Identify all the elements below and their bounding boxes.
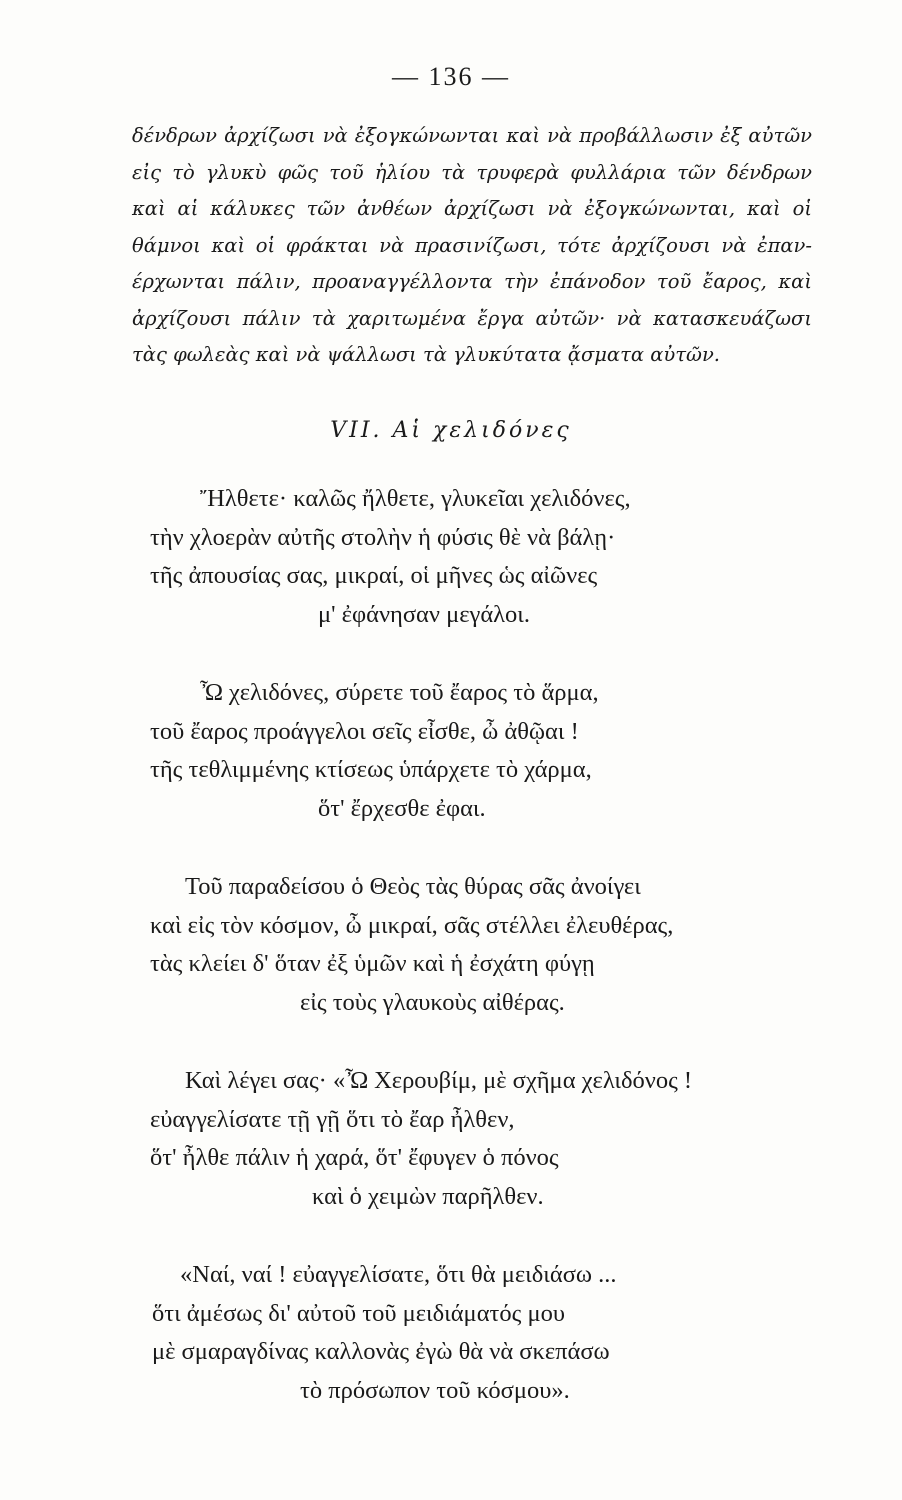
verse-text: ὅτ' ἔρχεσθε ἐφαι. [318, 794, 486, 822]
stanza [0, 1256, 902, 1410]
verse-line [0, 945, 902, 984]
verse-line [0, 1333, 902, 1372]
page-number: — 136 — [392, 62, 510, 91]
verse-text: εὐαγγελίσατε τῇ γῇ ὅτι τὸ ἔαρ ἦλθεν, [150, 1105, 515, 1133]
verse-text: ὅτι ἀμέσως δι' αὐτοῦ τοῦ μειδιάματός μου [152, 1299, 565, 1327]
prose-line: καὶ αἱ κάλυκες τῶν ἀνθέων ἀρχίζωσι νὰ ἐξογκώνωνται, καὶ οἱ [132, 197, 812, 220]
verse-line [0, 1062, 902, 1101]
verse-line [0, 596, 902, 635]
verse-line [0, 1178, 902, 1217]
verse-text: τὴν χλοερὰν αὐτῆς στολὴν ἡ φύσις θὲ νὰ βάλῃ· [150, 523, 616, 551]
verse-text: Τοῦ παραδείσου ὁ Θεὸς τὰς θύρας σᾶς ἀνοίγει [185, 873, 641, 900]
section-heading: VII. Αἱ χελιδόνες [330, 418, 572, 443]
verse-text: ὅτ' ἦλθε πάλιν ἡ χαρά, ὅτ' ἔφυγεν ὁ πόνος [150, 1144, 559, 1171]
verse-line [0, 519, 902, 558]
verse-line [0, 751, 902, 790]
verse-line [0, 713, 902, 752]
verse-text: «Ναί, ναί ! εὐαγγελίσατε, ὅτι θὰ μειδιάσω ... [180, 1261, 617, 1288]
prose-line: έρχωνται πάλιν, προαναγγέλλοντα τὴν ἐπάνοδον τοῦ ἔαρος, καὶ [132, 270, 812, 293]
prose-line: δένδρων ἀρχίζωσι νὰ ἐξογκώνωνται καὶ νὰ προβάλλωσιν ἐξ αὐτῶν [132, 124, 812, 147]
verse-text: Ἤλθετε· καλῶς ἤλθετε, γλυκεῖαι χελιδόνες, [200, 485, 631, 512]
stanza [0, 1062, 902, 1216]
prose-line: θάμνοι καὶ οἱ φράκται νὰ πρασινίζωσι, τότε ἀρχίζουσι νὰ ἐπαν- [132, 233, 812, 257]
verse-text: τὰς κλείει δ' ὅταν ἐξ ὑμῶν καὶ ἡ ἐσχάτη φύγῃ [150, 950, 595, 977]
verse-text: καὶ εἰς τὸν κόσμον, ὦ μικραί, σᾶς στέλλει ἐλευθέρας, [150, 911, 674, 939]
verse-text: τῆς τεθλιμμένης κτίσεως ὑπάρχετε τὸ χάρμα, [150, 756, 592, 783]
verse-line [0, 674, 902, 713]
verse-line [0, 557, 902, 596]
verse-line [0, 1139, 902, 1178]
stanza [0, 674, 902, 828]
verse-line [0, 1101, 902, 1140]
verse-line [0, 868, 902, 907]
prose-line: ἀρχίζουσι πάλιν τὰ χαριτωμένα ἔργα αὐτῶν· νὰ κατασκευάζωσι [132, 306, 812, 330]
verse-text: τῆς ἀπουσίας σας, μικραί, οἱ μῆνες ὡς αἰῶνες [150, 562, 598, 589]
verse-text: τὸ πρόσωπον τοῦ κόσμου». [300, 1376, 570, 1404]
verse-text: Καὶ λέγει σας· «Ὦ Χερουβίμ, μὲ σχῆμα χελιδόνος ! [185, 1067, 693, 1094]
poem [0, 480, 902, 1450]
verse-text: Ὦ χελιδόνες, σύρετε τοῦ ἔαρος τὸ ἅρμα, [200, 679, 599, 706]
prose-line: εἰς τὸ γλυκὺ φῶς τοῦ ἡλίου τὰ τρυφερὰ φυλλάρια τῶν δένδρων [132, 160, 812, 184]
prose-line: τὰς φωλεὰς καὶ νὰ ψάλλωσι τὰ γλυκύτατα ᾄσματα αὐτῶν. [132, 343, 721, 366]
verse-text: μ' ἐφάνησαν μεγάλοι. [318, 600, 531, 628]
verse-text: εἰς τοὺς γλαυκοὺς αἰθέρας. [300, 988, 565, 1016]
verse-line [0, 790, 902, 829]
verse-text: μὲ σμαραγδίνας καλλονὰς ἐγὼ θὰ νὰ σκεπάσω [152, 1338, 610, 1365]
verse-text: καὶ ὁ χειμὼν παρῆλθεν. [312, 1182, 544, 1210]
verse-line [0, 1372, 902, 1411]
stanza [0, 868, 902, 1022]
verse-line [0, 1295, 902, 1334]
verse-line [0, 907, 902, 946]
verse-line [0, 480, 902, 519]
prose-paragraph [132, 118, 812, 374]
stanza [0, 480, 902, 634]
verse-text: τοῦ ἔαρος προάγγελοι σεῖς εἶσθε, ὦ ἀθῷαι ! [150, 717, 579, 745]
verse-line [0, 984, 902, 1023]
verse-line [0, 1256, 902, 1295]
